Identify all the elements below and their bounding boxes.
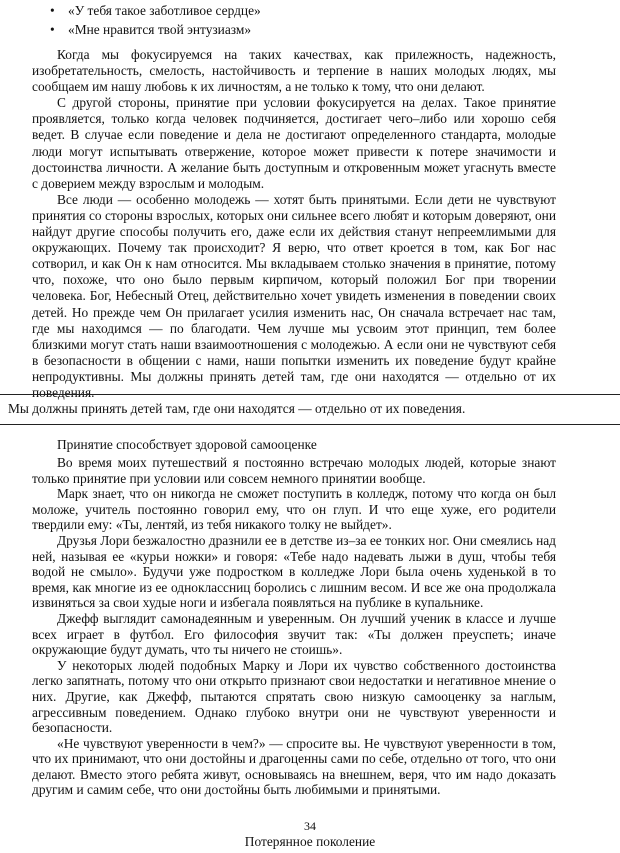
bullet-list [0, 1, 620, 39]
pull-quote: Мы должны принять детей там, где они находятся — отдельно от их поведения. [8, 401, 466, 416]
paragraph: Когда мы фокусируемся на таких качествах, как прилежность, надежность, изобретательность, смелость, настойчивость и терпение в наших молодых людях, мы сообщаем им нашу любовь к их личностям, а не только к тому, что они делают. [32, 47, 556, 95]
paragraph: Марк знает, что он никогда не сможет поступить в колледж, потому что когда он был моложе, учитель постоянно говорил ему, что он глуп. И что еще хуже, его родители твердили ему: «Ты, лентяй, из тебя никакого толку не выйдет». [32, 486, 556, 533]
pull-quote-box [0, 394, 620, 425]
paragraph: С другой стороны, принятие при условии фокусируется на делах. Такое принятие проявляется, только когда человек подчиняется, достигает чего–либо или хорошо себя ведет. В случае если поведение и дела не достигают определенного стандарта, молодые люди могут испытывать отвержение, которое может привести к потере значимости и достоинства личности. А желание быть доступным и откровенным может угаснуть вместе с доверием между взрослым и молодым. [32, 95, 556, 191]
paragraph: Джефф выглядит самонадеянным и уверенным. Он лучший ученик в классе и лучше всех играет в футбол. Его философия звучит так: «Ты должен преуспеть; иначе окружающие будут думать, что ты ничего не стоишь». [32, 610, 556, 658]
bullet-item: • «У тебя такое заботливое сердце» [0, 1, 620, 20]
section-heading: Принятие способствует здоровой самооценке [57, 437, 317, 452]
page-number: 34 [304, 819, 316, 833]
paragraph: Все люди — особенно молодежь — хотят быть принятыми. Если дети не чувствуют принятия со стороны взрослых, которых они сильнее всего любят и которым доверяют, они найдут другие способы получить его, даже если их действия станут непреемлимыми для окружающих. Почему так происходит? Я верю, что ответ кроется в том, как Бог нас сотворил, и как Он к нам относится. Мы вкладываем столько значения в принятие, потому что, похоже, что оно было первым кирпичом, который положил Бог при творении человека. Бог, Небесный Отец, действительно хочет увидеть изменения в поведении своих детей. Но прежде чем Он прилагает усилия изменить нас, Он сначала встречает нас там, где мы находимся — по благодати. Чем лучше мы усвоим этот принцип, тем более близкими могут стать наши взаимоотношения с молодежью. А если они не чувствуют себя в безопасности в общении с нами, наши попытки изменить их поведение будут крайне непродуктивны. Мы должны принять детей там, где они находятся — отдельно от их поведения. [32, 191, 556, 400]
paragraph: У некоторых людей подобных Марку и Лори их чувство собственного достоинства легко запятнать, потому что они открыто признают свои недостатки и негативное мнение о них. Другие, как Джефф, пытаются спрятать свою низкую самооценку за наглым, агрессивным поведением. Однако глубоко внутри они не чувствуют уверенности и безопасности. [32, 657, 556, 736]
body-text-bottom [32, 455, 556, 798]
paragraph: Во время моих путешествий я постоянно встречаю молодых людей, которые знают только принятие при условии или совсем немного принятии вообще. [32, 455, 556, 486]
paragraph: Друзья Лори безжалостно дразнили ее в детстве из–за ее тонких ног. Они смеялись над ней, называя ее «курьи ножки» и говоря: «Тебе надо надевать лыжи в душ, чтобы тебя водой не смыло». Будучи уже подростком в колледже Лори была очень худенькой в то время, как многие из ее одноклассниц боролись с лишним весом. И все же она продолжала извиняться за свои худые ноги и избегала появляться на публике в купальнике. [32, 532, 556, 611]
bullet-item: • «Мне нравится твой энтузиазм» [0, 20, 620, 39]
body-text-top [32, 47, 556, 401]
paragraph: «Не чувствуют уверенности в чем?» — спросите вы. Не чувствуют уверенности в том, что их принимают, что они достойны и драгоценны сами по себе, отдельно от того, что они делают. Вместо этого ребята живут, основываясь на внешнем, веря, что им надо доказать другим и самим себе, что они достойны быть любимыми и принятыми. [32, 735, 556, 798]
book-title: Потерянное поколение [244, 834, 376, 849]
